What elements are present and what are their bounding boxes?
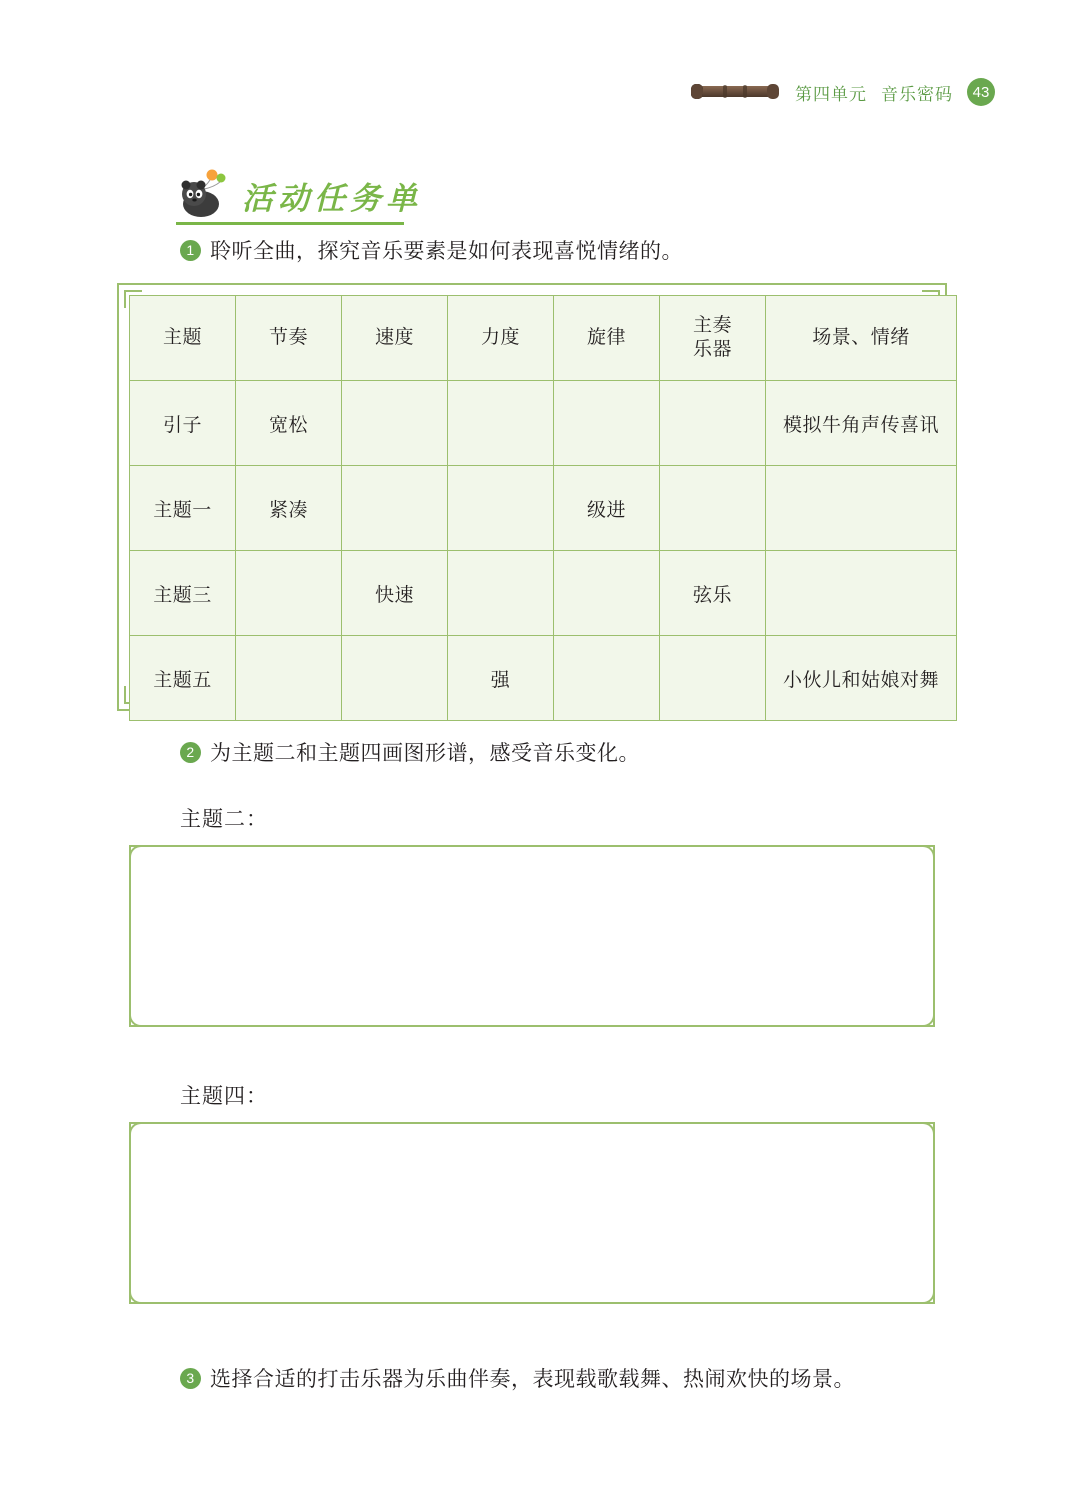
header-unit-label: 第四单元 (795, 84, 867, 104)
section-title-block (176, 168, 422, 220)
task-text-1: 聆听全曲，探究音乐要素是如何表现喜悦情绪的。 (210, 240, 683, 263)
cell-r3-c0: 主题五 (130, 636, 236, 721)
task-number-3: 3 (180, 1368, 201, 1389)
cell-r3-c3: 强 (448, 636, 554, 721)
cell-r0-c4[interactable] (554, 381, 660, 466)
table-row (130, 466, 957, 551)
page-number: 43 (967, 78, 995, 106)
cell-r3-c4[interactable] (554, 636, 660, 721)
cell-r2-c6[interactable] (766, 551, 957, 636)
cell-r2-c2: 快速 (342, 551, 448, 636)
box-corner-top-left (129, 845, 145, 861)
cell-r1-c1: 紧凑 (236, 466, 342, 551)
task-number-2: 2 (180, 742, 201, 763)
box-corner-bottom-right (919, 1288, 935, 1304)
cell-r3-c2[interactable] (342, 636, 448, 721)
wooden-stick-icon (689, 81, 781, 103)
task-text-2: 为主题二和主题四画图形谱，感受音乐变化。 (210, 742, 640, 765)
page-header (689, 78, 995, 106)
cell-r2-c5: 弦乐 (660, 551, 766, 636)
cell-r0-c0: 引子 (130, 381, 236, 466)
box-corner-top-left (129, 1122, 145, 1138)
box-corner-bottom-left (129, 1288, 145, 1304)
cell-r0-c1: 宽松 (236, 381, 342, 466)
cell-r2-c0: 主题三 (130, 551, 236, 636)
column-header-theme: 主题 (130, 296, 236, 381)
cell-r1-c3[interactable] (448, 466, 554, 551)
table-row (130, 551, 957, 636)
cell-r1-c4: 级进 (554, 466, 660, 551)
cell-r1-c6[interactable] (766, 466, 957, 551)
drawing-box-theme-four[interactable] (129, 1122, 935, 1304)
box-corner-top-right (919, 1122, 935, 1138)
cell-r0-c2[interactable] (342, 381, 448, 466)
column-header-tempo: 速度 (342, 296, 448, 381)
cell-r2-c4[interactable] (554, 551, 660, 636)
column-header-instrument-line2: 乐器 (692, 339, 732, 360)
task-number-1: 1 (180, 240, 201, 261)
section-title: 活动任务单 (242, 181, 422, 216)
box-corner-bottom-left (129, 1011, 145, 1027)
cell-r3-c6: 小伙儿和姑娘对舞 (766, 636, 957, 721)
task-text-3: 选择合适的打击乐器为乐曲伴奏，表现载歌载舞、热闹欢快的场景。 (210, 1368, 855, 1391)
column-header-dynamics: 力度 (448, 296, 554, 381)
panda-balloon-icon (176, 168, 234, 220)
box-corner-bottom-right (919, 1011, 935, 1027)
cell-r0-c3[interactable] (448, 381, 554, 466)
cell-r1-c2[interactable] (342, 466, 448, 551)
drawing-box-theme-two[interactable] (129, 845, 935, 1027)
drawing-label-theme-two: 主题二： (180, 808, 268, 831)
task-item-3 (180, 1363, 855, 1393)
column-header-melody: 旋律 (554, 296, 660, 381)
task-item-1 (180, 235, 683, 265)
box-corner-top-right (919, 845, 935, 861)
cell-r2-c3[interactable] (448, 551, 554, 636)
task-item-2 (180, 737, 640, 767)
table-row (130, 381, 957, 466)
cell-r1-c0: 主题一 (130, 466, 236, 551)
cell-r2-c1[interactable] (236, 551, 342, 636)
cell-r3-c5[interactable] (660, 636, 766, 721)
column-header-instrument (660, 296, 766, 381)
table-row (130, 636, 957, 721)
cell-r3-c1[interactable] (236, 636, 342, 721)
drawing-label-theme-four: 主题四： (180, 1085, 268, 1108)
cell-r0-c5[interactable] (660, 381, 766, 466)
header-chapter-label: 音乐密码 (881, 84, 953, 104)
column-header-rhythm: 节奏 (236, 296, 342, 381)
column-header-scene-emotion: 场景、情绪 (766, 296, 957, 381)
table-header-row (130, 296, 957, 381)
music-elements-table (129, 295, 957, 721)
column-header-instrument-line1: 主奏 (692, 315, 732, 337)
cell-r1-c5[interactable] (660, 466, 766, 551)
section-title-underline (176, 222, 404, 225)
cell-r0-c6: 模拟牛角声传喜讯 (766, 381, 957, 466)
